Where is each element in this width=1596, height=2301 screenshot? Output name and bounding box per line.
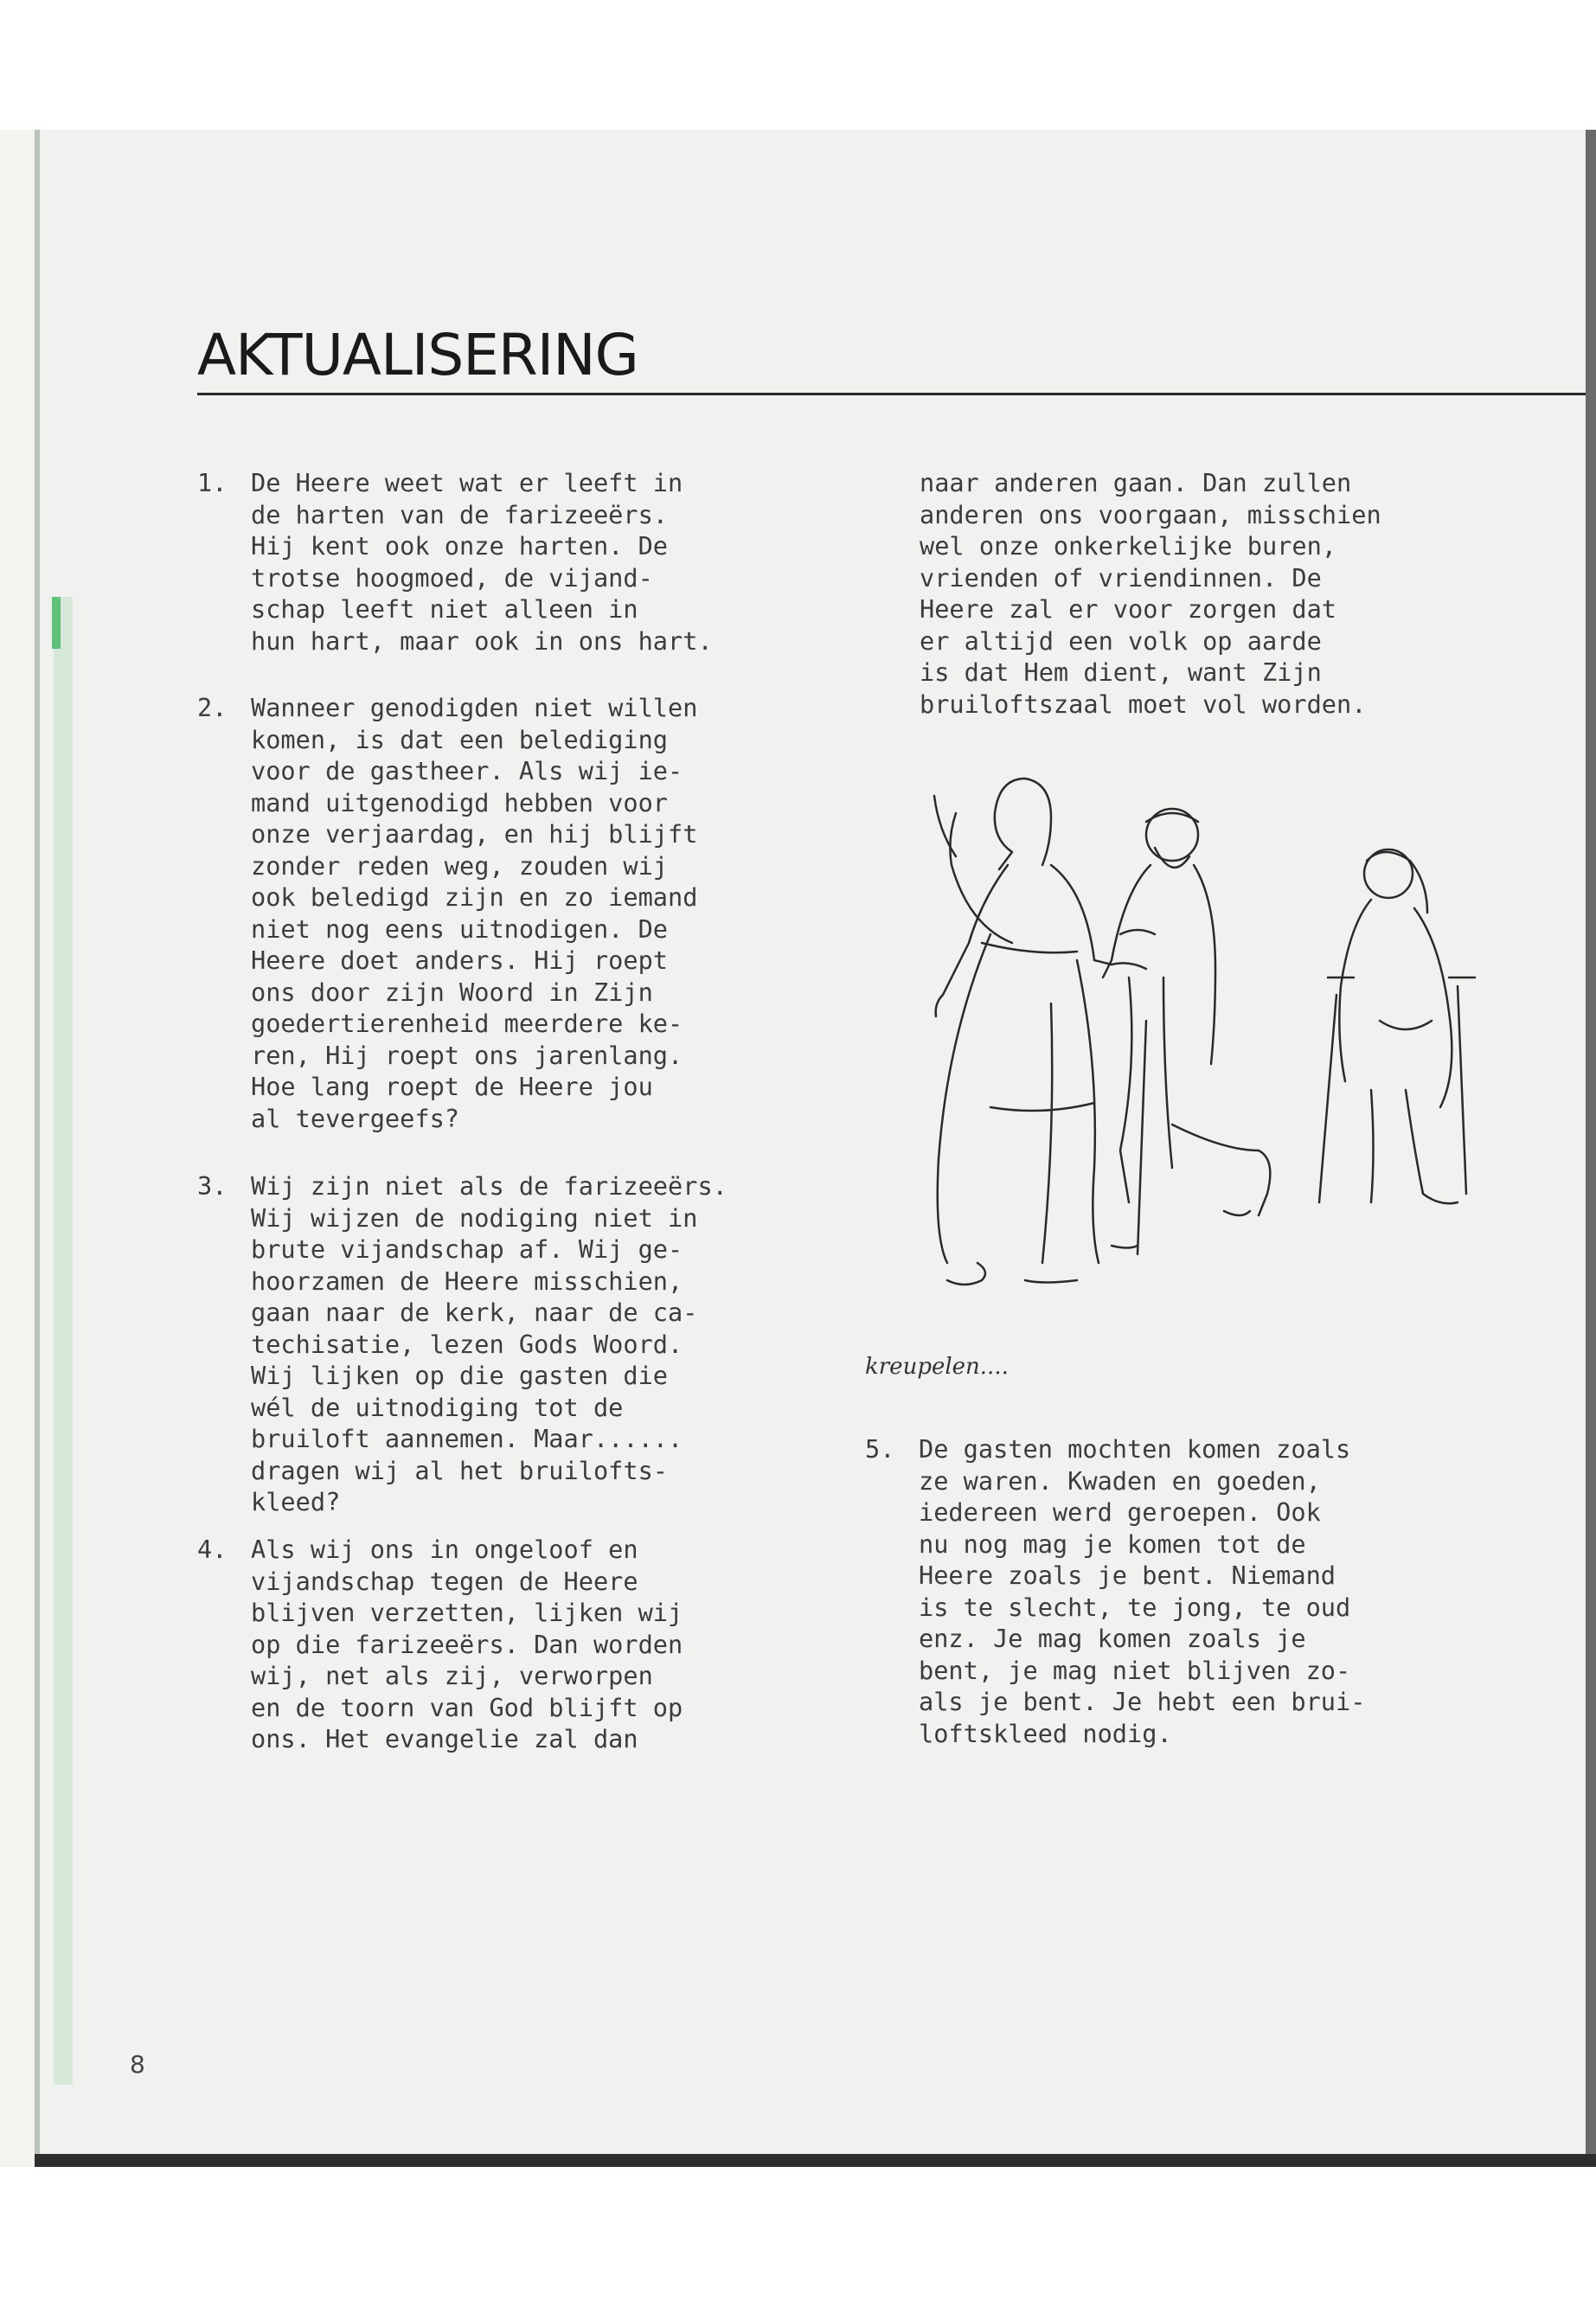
item-text: Wanneer genodigden niet willen komen, is dat een belediging voor de gastheer. Als wij ie- mand uitgenodigd hebben voor onze verjaardag, en hij blijft zonder reden weg, zouden wij ook beledigd zijn en zo iemand niet nog eens uitnodigen. De Heere doet anders. Hij roept ons door zijn Woord in Zijn goedertierenheid meerdere ke- ren, Hij roept ons jarenlang. Hoe lang roept de Heere jou al tevergeefs?: [251, 693, 698, 1133]
cripple-figure: [1319, 849, 1475, 1203]
scan-margin-bottom: [0, 2167, 1596, 2301]
spine-marker: [52, 597, 61, 649]
robed-man-figure: [934, 779, 1146, 1285]
illustration-caption: kreupelen....: [865, 1354, 1009, 1380]
lame-man-figure: [1103, 809, 1270, 1254]
item-number: 3.: [197, 1171, 228, 1201]
guests-and-cripples-drawing-icon: [852, 761, 1527, 1324]
scan-margin-top: [0, 0, 1596, 130]
right-column-continuation: naar anderen gaan. Dan zullen anderen ons voorgaan, misschien wel onze onkerkelijke buren, vrienden of vriendinnen. De Heere zal er voor zorgen dat er altijd een volk op aarde is dat Hem dient, want Zijn bruiloftszaal moet vol worden.: [920, 468, 1381, 719]
page-heading: AKTUALISERING: [197, 322, 638, 388]
item-text: De Heere weet wat er leeft in de harten van de farizeeërs. Hij kent ook onze harten. De trotse hoogmoed, de vijand- schap leeft niet alleen in hun hart, maar ook in ons hart.: [251, 468, 713, 656]
item-text: De gasten mochten komen zoals ze waren. Kwaden en goeden, iedereen werd geroepen. Ook nu nog mag je komen tot de Heere zoals je bent. Niemand is te slecht, te jong, te oud enz. Je mag komen zoals je bent, je mag niet blijven zo- als je bent. Je hebt een brui- loftskleed nodig.: [919, 1434, 1366, 1748]
item-text: Wij zijn niet als de farizeeërs. Wij wijzen de nodiging niet in brute vijandschap af. Wij ge- hoorzamen de Heere misschien, gaan naar de kerk, naar de ca- techisatie, lezen Gods Woord. Wij lijken op die gasten die wél de uitnodiging tot de bruiloft aannemen. Maar...... dragen wij al het bruilofts- kleed?: [251, 1171, 727, 1516]
item-number: 4.: [197, 1535, 228, 1564]
item-number: 5.: [865, 1434, 895, 1464]
item-number: 2.: [197, 693, 228, 722]
item-number: 1.: [197, 468, 228, 497]
page-edge: [1586, 130, 1596, 2167]
spine-strip: [54, 597, 73, 2085]
page-number: 8: [130, 2050, 145, 2079]
heading-rule: [197, 393, 1586, 395]
item-text: Als wij ons in ongeloof en vijandschap tegen de Heere blijven verzetten, lijken wij op die farizeeërs. Dan worden wij, net als zij, verworpen en de toorn van God blijft op ons. Het evangelie zal dan: [251, 1535, 683, 1753]
